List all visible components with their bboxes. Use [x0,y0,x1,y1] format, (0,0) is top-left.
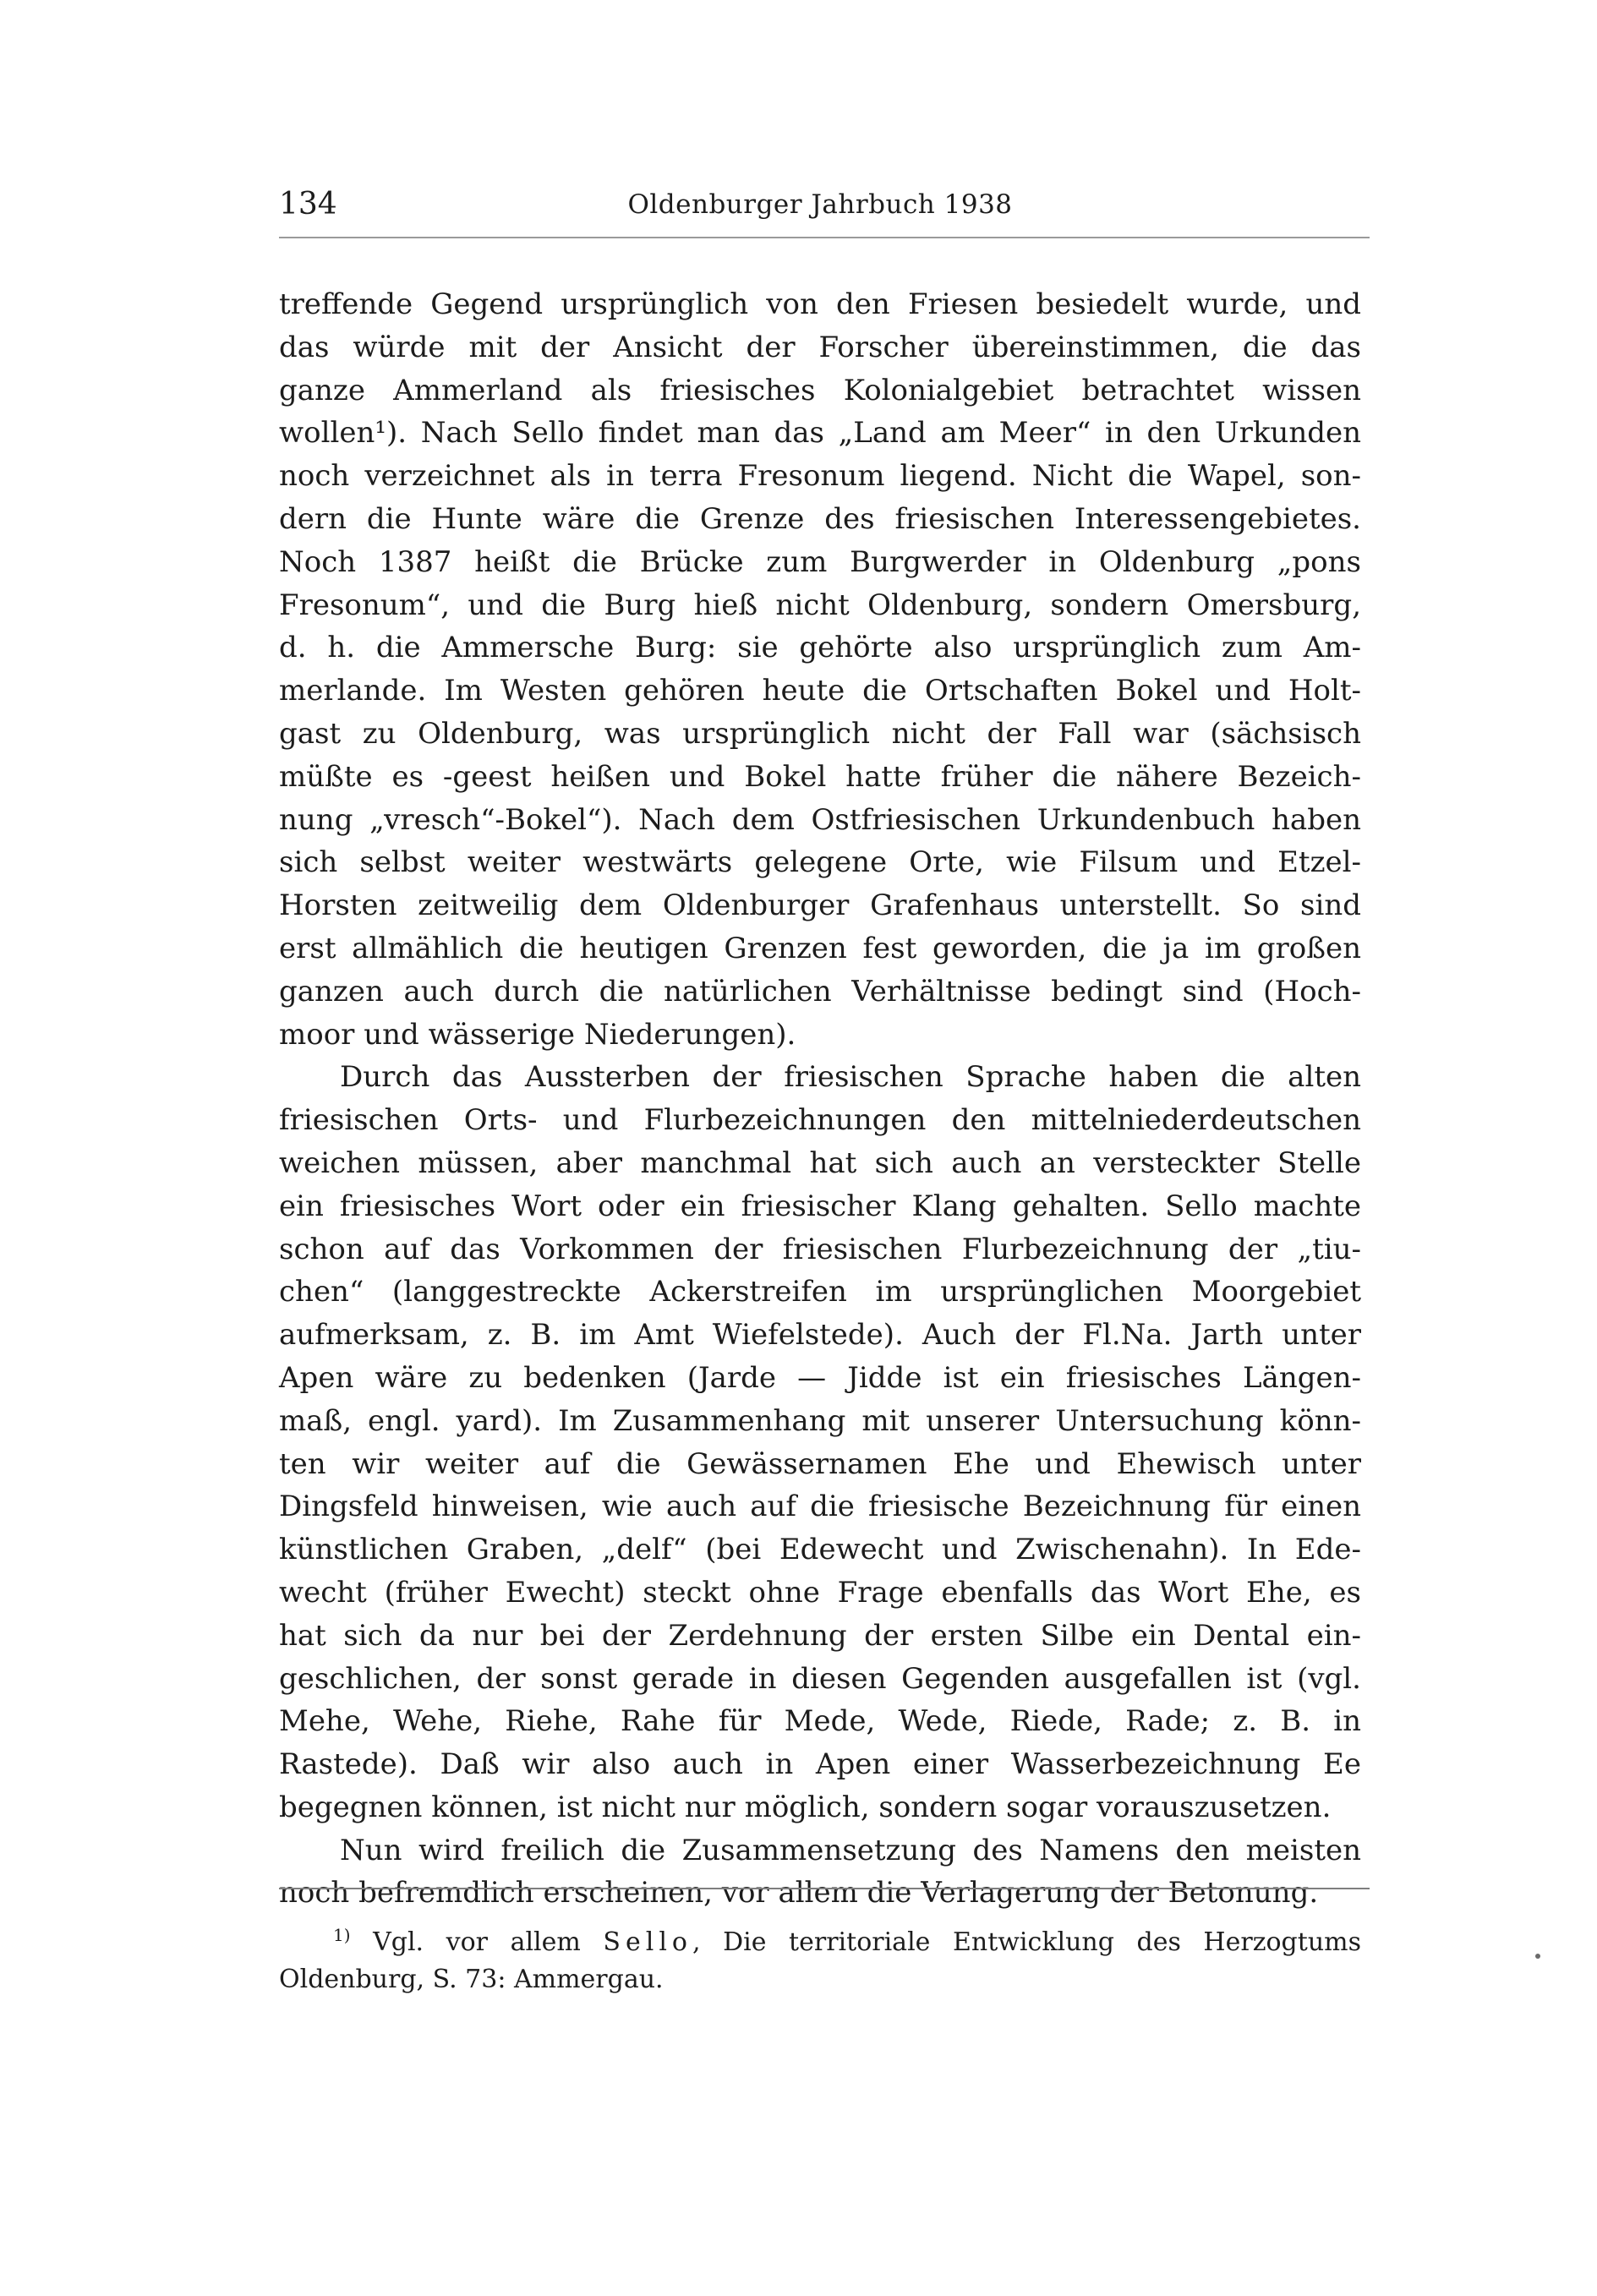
text-line: geschlichen, der sonst gerade in diesen Gegenden ausgefallen ist (vgl. [279,1661,1361,1696]
text-line: friesischen Orts- und Flurbezeichnungen den mittelniederdeutschen [279,1103,1361,1138]
page-number: 134 [279,187,337,221]
text-line: Dingsfeld hinweisen, wie auch auf die friesische Bezeichnung für einen [279,1490,1361,1524]
text-line: Mehe, Wehe, Riehe, Rahe für Mede, Wede, Riede, Rade; z. B. in [279,1704,1361,1739]
footnote-marker: 1) [333,1925,351,1945]
footnote-text: Vgl. vor allem [373,1927,581,1957]
footnote-author: Sello [603,1927,692,1957]
body-text [279,283,1361,1915]
text-line: maß, engl. yard). Im Zusammenhang mit unserer Untersuchung könn- [279,1403,1361,1438]
text-line: dern die Hunte wäre die Grenze des friesischen Interessengebietes. [279,501,1361,536]
text-line: künstlichen Graben, „delf“ (bei Edewecht und Zwischenahn). In Ede- [279,1533,1361,1567]
text-line: chen“ (langgestreckte Ackerstreifen im ursprünglichen Moorgebiet [279,1275,1361,1309]
text-line: das würde mit der Ansicht der Forscher übereinstimmen, die das [279,330,1361,364]
footnote-text: , Die territoriale Entwicklung des Herzogtums [692,1927,1361,1957]
text-line: weichen müssen, aber manchmal hat sich auch an versteckter Stelle [279,1145,1361,1180]
text-line: hat sich da nur bei der Zerdehnung der ersten Silbe ein Dental ein- [279,1618,1361,1653]
text-line: ten wir weiter auf die Gewässernamen Ehe und Ehewisch unter [279,1446,1361,1481]
text-line: Apen wäre zu bedenken (Jarde — Jidde ist ein friesisches Längen- [279,1360,1361,1395]
footnote-rule [279,1888,1370,1889]
text-line: Noch 1387 heißt die Brücke zum Burgwerder in Oldenburg „pons [279,544,1361,579]
text-line: nung „vresch“-Bokel“). Nach dem Ostfriesischen Urkundenbuch haben [279,802,1361,837]
text-line: moor und wässerige Niederungen). [279,1017,796,1052]
text-line: begegnen können, ist nicht nur möglich, sondern sogar vorauszusetzen. [279,1790,1332,1824]
text-line: treffende Gegend ursprünglich von den Friesen besiedelt wurde, und [279,287,1361,321]
text-line: Nun wird freilich die Zusammensetzung des Namens den meisten [340,1833,1361,1867]
text-line: Horsten zeitweilig dem Oldenburger Grafenhaus unterstellt. So sind [279,888,1361,923]
header-rule [279,237,1370,238]
text-line: müßte es -geest heißen und Bokel hatte früher die nähere Bezeich- [279,759,1361,794]
text-line: d. h. die Ammersche Burg: sie gehörte also ursprünglich zum Am- [279,631,1361,665]
footnote-line: Oldenburg, S. 73: Ammergau. [279,1965,664,1994]
text-line: merlande. Im Westen gehören heute die Ortschaften Bokel und Holt- [279,674,1361,708]
text-line: Durch das Aussterben der friesischen Sprache haben die alten [340,1060,1361,1095]
text-line: ganzen auch durch die natürlichen Verhältnisse bedingt sind (Hoch- [279,974,1361,1009]
footnote-line [279,1924,1361,1961]
footnote [279,1924,1361,1998]
text-line: aufmerksam, z. B. im Amt Wiefelstede). Auch der Fl.Na. Jarth unter [279,1318,1361,1353]
text-line: erst allmählich die heutigen Grenzen fest geworden, die ja im großen [279,931,1361,965]
text-line: noch befremdlich erscheinen, vor allem die Verlagerung der Betonung. [279,1876,1319,1911]
text-line: Rastede). Daß wir also auch in Apen einer Wasserbezeichnung Ee [279,1747,1361,1782]
scan-speck [1535,1954,1540,1959]
page-header [279,188,1361,221]
text-line: noch verzeichnet als in terra Fresonum liegend. Nicht die Wapel, son- [279,459,1361,494]
running-title: Oldenburger Jahrbuch 1938 [627,189,1013,220]
text-line: wecht (früher Ewecht) steckt ohne Frage ebenfalls das Wort Ehe, es [279,1575,1361,1610]
text-line: ganze Ammerland als friesisches Kolonialgebiet betrachtet wissen [279,373,1361,407]
text-line: wollen¹). Nach Sello findet man das „Land am Meer“ in den Urkunden [279,416,1361,451]
text-line: ein friesisches Wort oder ein friesischer Klang gehalten. Sello machte [279,1189,1361,1223]
text-line: sich selbst weiter westwärts gelegene Orte, wie Filsum und Etzel- [279,845,1361,880]
text-line: schon auf das Vorkommen der friesischen Flurbezeichnung der „tiu- [279,1232,1361,1266]
text-line: gast zu Oldenburg, was ursprünglich nicht der Fall war (sächsisch [279,716,1361,751]
text-line: Fresonum“, und die Burg hieß nicht Oldenburg, sondern Omersburg, [279,588,1361,622]
